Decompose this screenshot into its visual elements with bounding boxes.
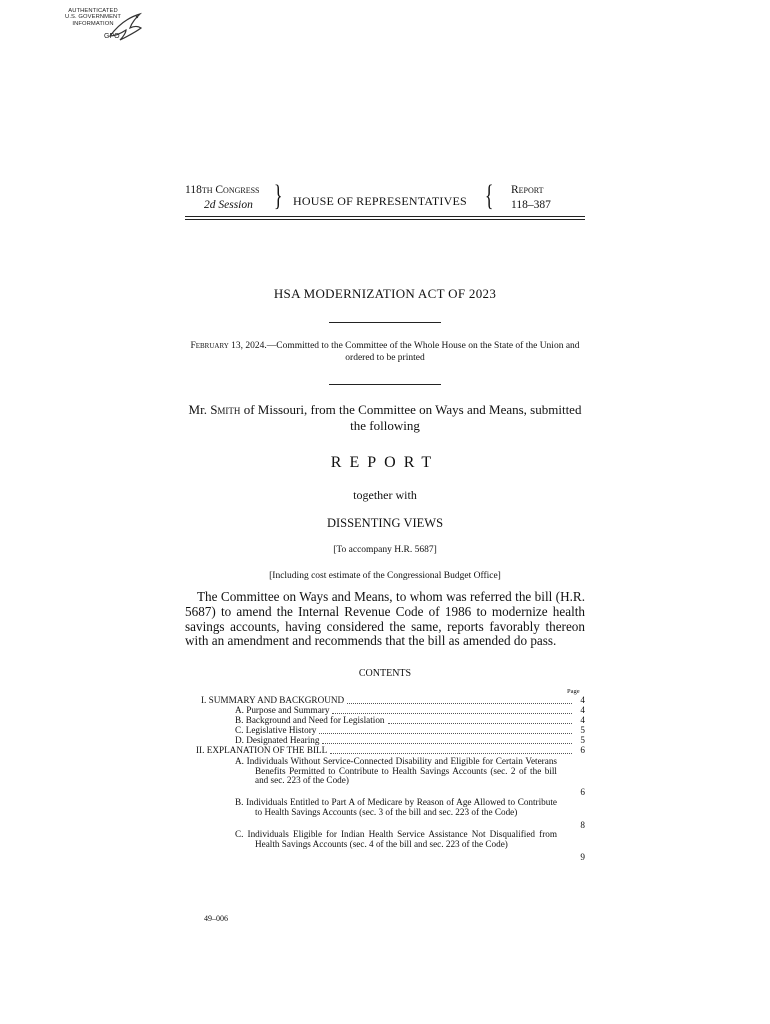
toc-item: I. SUMMARY AND BACKGROUND 4 bbox=[201, 695, 585, 705]
submitted-statement: Mr. Smith of Missouri, from the Committee on Ways and Means, submitted the following bbox=[188, 402, 582, 433]
toc-item: B. Individuals Entitled to Part A of Medicare by Reason of Age Allowed to Contribute to Health Savings Accounts (sec. 3 of the bill and sec. 223 of the Code) bbox=[235, 797, 557, 817]
contents-title: CONTENTS bbox=[358, 668, 412, 679]
toc-page: 9 bbox=[580, 852, 585, 862]
act-title: HSA MODERNIZATION ACT OF 2023 bbox=[273, 286, 497, 301]
page-column-label: Page bbox=[567, 688, 580, 695]
seal-text: AUTHENTICATED U.S. GOVERNMENT INFORMATION bbox=[65, 8, 121, 27]
footer-document-number: 49–006 bbox=[204, 914, 228, 923]
toc-item: II. EXPLANATION OF THE BILL 6 bbox=[196, 745, 585, 755]
toc-item: C. Legislative History 5 bbox=[235, 725, 585, 735]
left-brace: } bbox=[273, 179, 283, 212]
right-brace: { bbox=[484, 179, 494, 212]
toc-item: A. Purpose and Summary 4 bbox=[235, 705, 585, 715]
body-paragraph: The Committee on Ways and Means, to whom was referred the bill (H.R. 5687) to amend the Internal Revenue Code of 1986 to modernize health savings accounts, having considered the same, reports favorably thereon with an amendment and recommends that the bill as amended do pass. bbox=[185, 589, 585, 649]
cost-estimate-note: [Including cost estimate of the Congressional Budget Office] bbox=[269, 571, 501, 581]
report-heading: REPORT bbox=[330, 454, 440, 471]
report-number: 118–387 bbox=[511, 199, 551, 211]
house-of-representatives: HOUSE OF REPRESENTATIVES bbox=[293, 194, 467, 208]
toc-item: D. Designated Hearing 5 bbox=[235, 735, 585, 745]
gpo-authentication-seal bbox=[62, 6, 150, 48]
eagle-icon bbox=[106, 6, 146, 46]
together-with: together with bbox=[353, 488, 417, 502]
toc-item: B. Background and Need for Legislation 4 bbox=[235, 715, 585, 725]
toc-item: C. Individuals Eligible for Indian Health Service Assistance Not Disqualified from Health Savings Accounts (sec. 4 of the bill and sec. 223 of the Code) bbox=[235, 829, 557, 849]
congress-number: 118TH Congress bbox=[185, 184, 260, 196]
seal-gpo-text: GPO bbox=[104, 33, 120, 40]
divider-rule bbox=[329, 322, 441, 323]
header-rule bbox=[185, 216, 585, 217]
toc-page: 8 bbox=[580, 820, 585, 830]
session: 2d Session bbox=[204, 199, 253, 211]
dissenting-views: DISSENTING VIEWS bbox=[326, 516, 444, 530]
header-rule-double bbox=[185, 219, 585, 220]
toc-item: A. Individuals Without Service-Connected Disability and Eligible for Certain Veterans Benefits Permitted to Contribute to Health Savings Accounts (sec. 2 of the bill and sec. 223 of the Code) bbox=[235, 756, 557, 786]
toc-page: 6 bbox=[580, 787, 585, 797]
accompany-note: [To accompany H.R. 5687] bbox=[333, 545, 437, 555]
report-label: Report bbox=[511, 184, 544, 196]
committed-statement: February 13, 2024.—Committed to the Committee of the Whole House on the State of the Union and ordered to be printed bbox=[190, 341, 580, 363]
divider-rule bbox=[329, 384, 441, 385]
